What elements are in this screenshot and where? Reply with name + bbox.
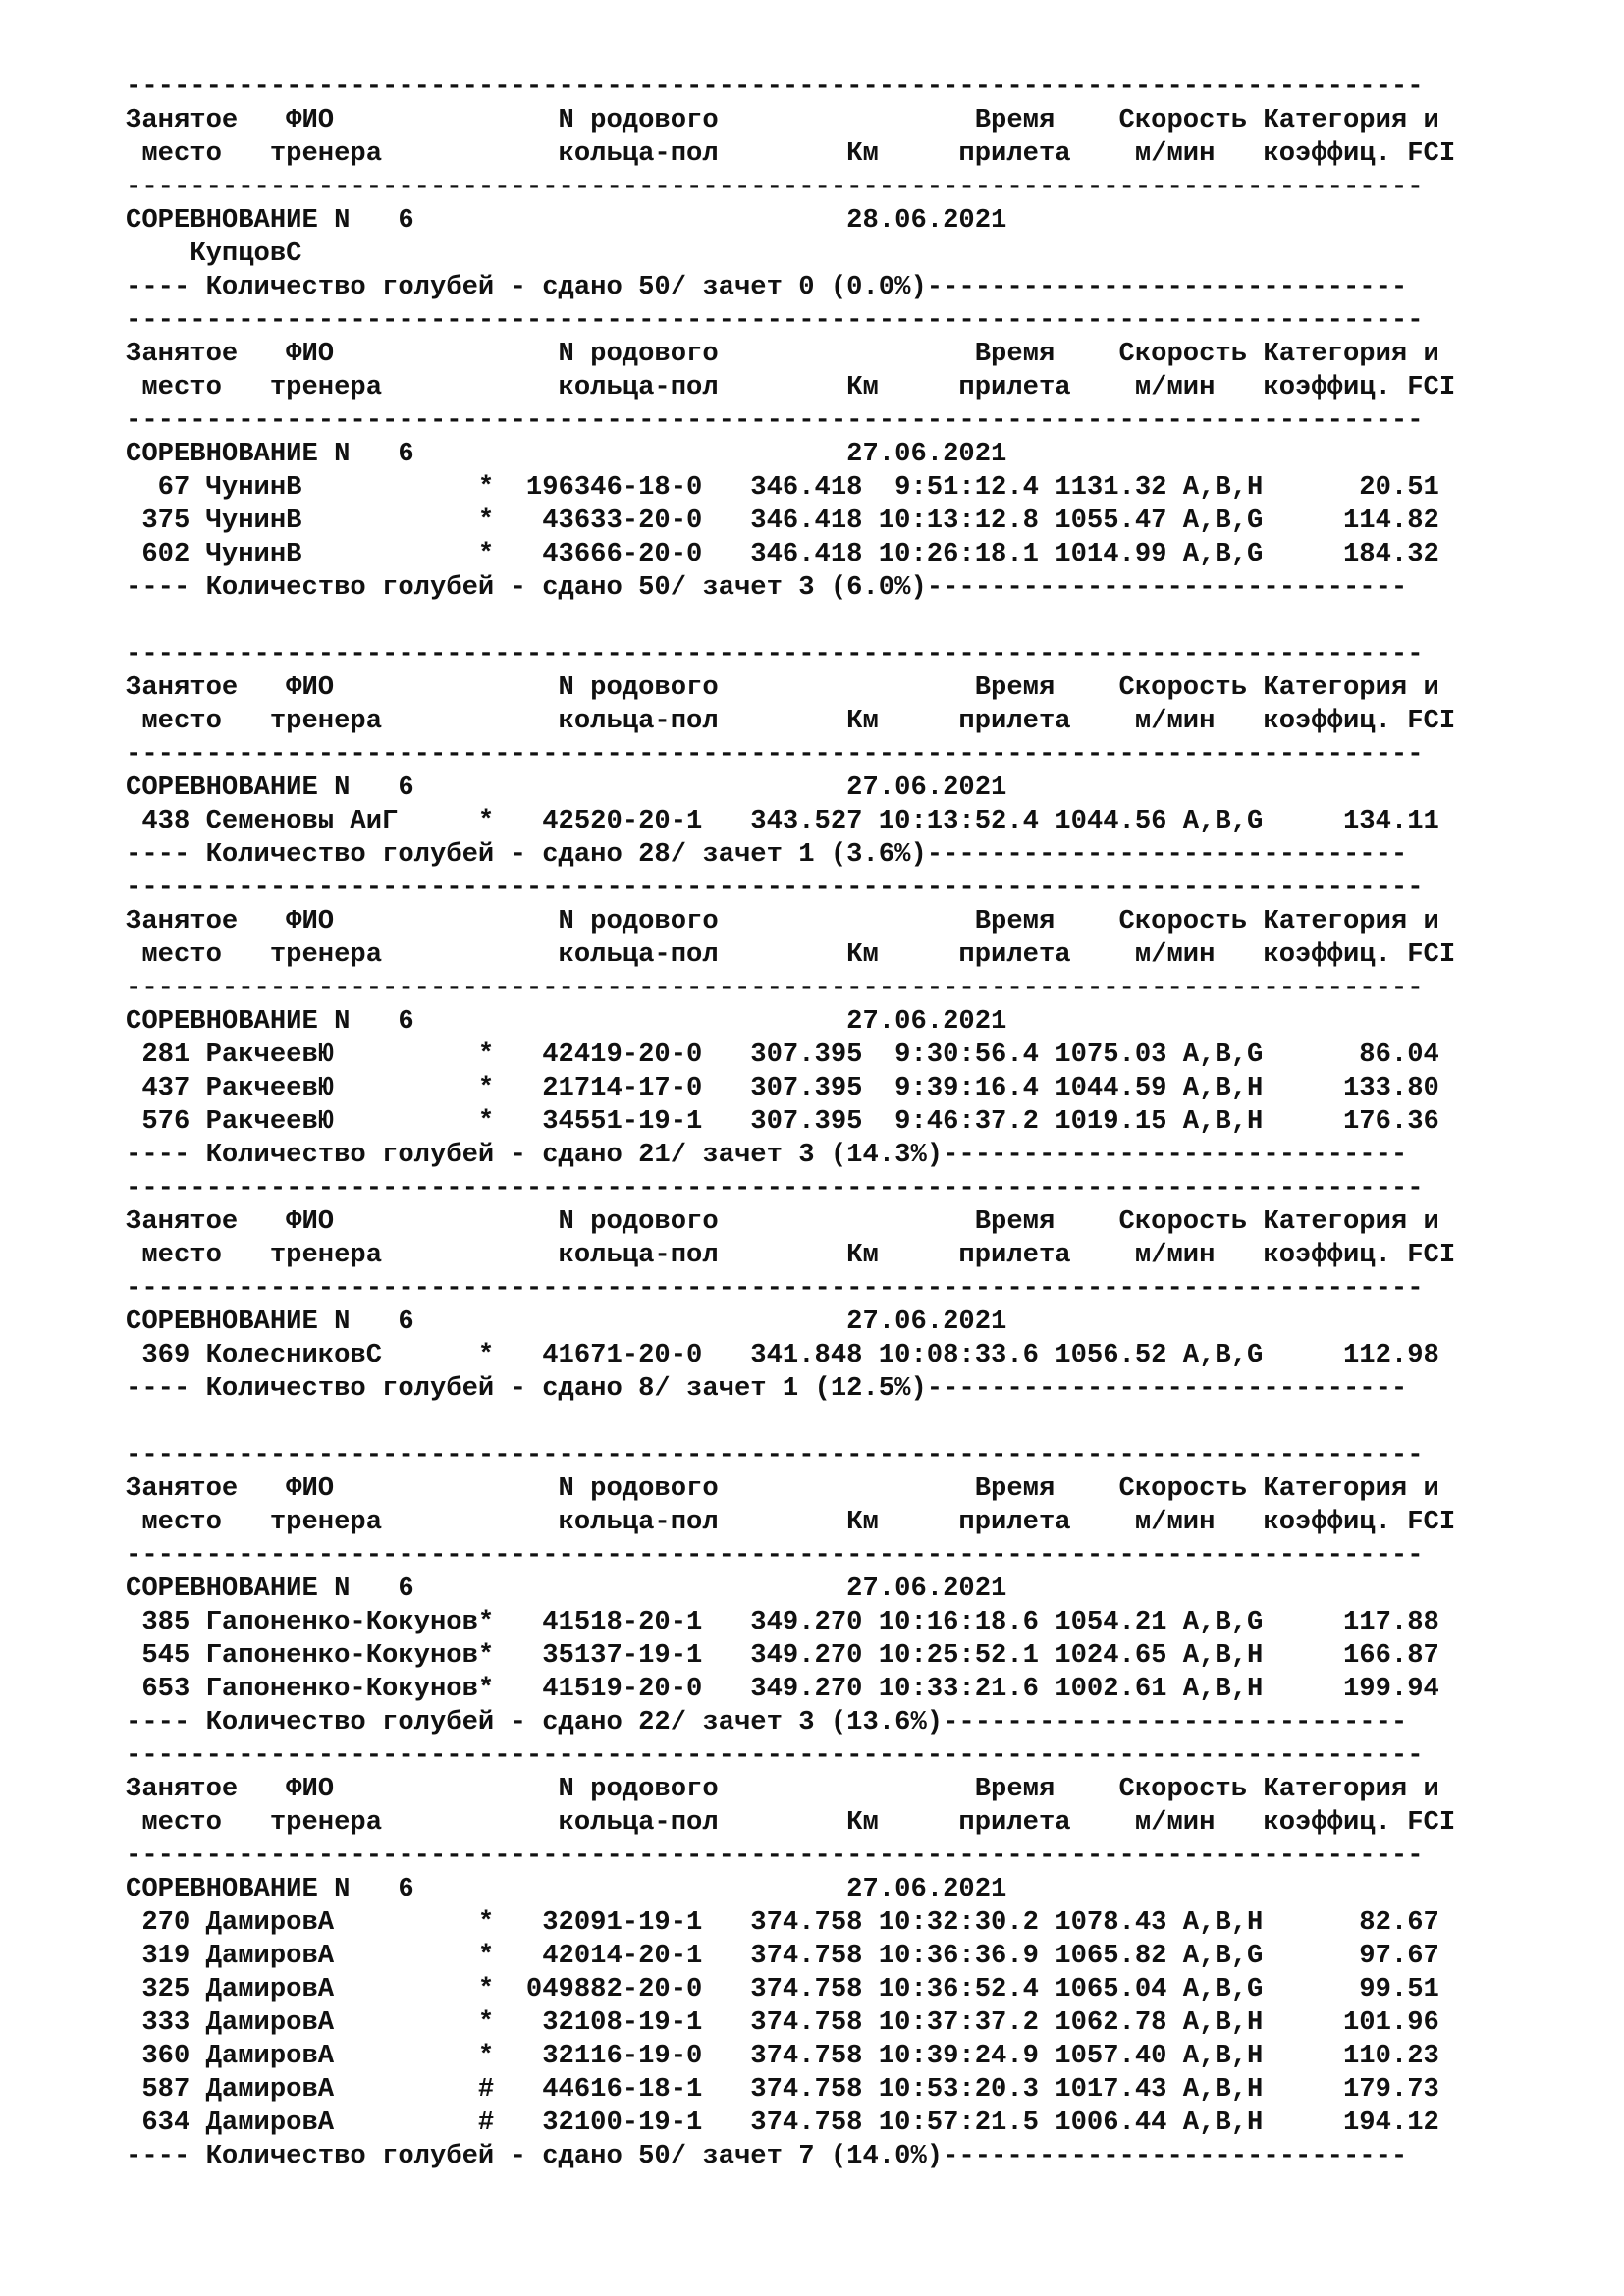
result-row: 385 Гапоненко-Кокунов* 41518-20-1 349.270 10:16:18.6 1054.21 A,B,G 117.88 xyxy=(126,1607,1439,1637)
column-header-row-2: место тренера кольца-пол Км прилета м/мин коэффиц. FCI xyxy=(126,372,1456,402)
dash-separator: --------------------------------------------------------------------------------- xyxy=(126,639,1424,669)
column-header-row-2: место тренера кольца-пол Км прилета м/мин коэффиц. FCI xyxy=(126,138,1456,169)
result-row: 319 ДамировА * 42014-20-1 374.758 10:36:36.9 1065.82 A,B,G 97.67 xyxy=(126,1941,1439,1971)
dash-separator: --------------------------------------------------------------------------------- xyxy=(126,1173,1424,1203)
result-row: 375 ЧунинВ * 43633-20-0 346.418 10:13:12.8 1055.47 A,B,G 114.82 xyxy=(126,506,1439,536)
dash-separator: --------------------------------------------------------------------------------- xyxy=(126,405,1424,436)
result-row: 653 Гапоненко-Кокунов* 41519-20-0 349.270 10:33:21.6 1002.61 A,B,H 199.94 xyxy=(126,1674,1439,1704)
result-row: 602 ЧунинВ * 43666-20-0 346.418 10:26:18.1 1014.99 A,B,G 184.32 xyxy=(126,539,1439,569)
result-row: 333 ДамировА * 32108-19-1 374.758 10:37:37.2 1062.78 A,B,H 101.96 xyxy=(126,2007,1439,2038)
result-row: КупцовС xyxy=(126,239,302,269)
dash-separator: --------------------------------------------------------------------------------- xyxy=(126,1540,1424,1571)
result-row: 634 ДамировА # 32100-19-1 374.758 10:57:21.5 1006.44 A,B,H 194.12 xyxy=(126,2108,1439,2138)
column-header-row-2: место тренера кольца-пол Км прилета м/мин коэффиц. FCI xyxy=(126,939,1456,970)
competition-title: СОРЕВНОВАНИЕ N 6 27.06.2021 xyxy=(126,1307,1007,1337)
column-header-row-1: Занятое ФИО N родового Время Скорость Категория и xyxy=(126,672,1439,703)
column-header-row-2: место тренера кольца-пол Км прилета м/мин коэффиц. FCI xyxy=(126,1507,1456,1537)
result-row: 576 РакчеевЮ * 34551-19-1 307.395 9:46:37.2 1019.15 A,B,H 176.36 xyxy=(126,1106,1439,1137)
competition-title: СОРЕВНОВАНИЕ N 6 27.06.2021 xyxy=(126,1874,1007,1904)
column-header-row-1: Занятое ФИО N родового Время Скорость Категория и xyxy=(126,1473,1439,1504)
competition-title: СОРЕВНОВАНИЕ N 6 27.06.2021 xyxy=(126,439,1007,469)
competition-title: СОРЕВНОВАНИЕ N 6 27.06.2021 xyxy=(126,1006,1007,1037)
column-header-row-2: место тренера кольца-пол Км прилета м/мин коэффиц. FCI xyxy=(126,1240,1456,1270)
result-row: 587 ДамировА # 44616-18-1 374.758 10:53:20.3 1017.43 A,B,H 179.73 xyxy=(126,2074,1439,2105)
summary-line: ---- Количество голубей - сдано 8/ зачет 1 (12.5%)------------------------------ xyxy=(126,1373,1408,1404)
summary-line: ---- Количество голубей - сдано 21/ зачет 3 (14.3%)----------------------------- xyxy=(126,1140,1408,1170)
column-header-row-2: место тренера кольца-пол Км прилета м/мин коэффиц. FCI xyxy=(126,1807,1456,1838)
summary-line: ---- Количество голубей - сдано 50/ зачет 0 (0.0%)------------------------------ xyxy=(126,272,1408,302)
competition-title: СОРЕВНОВАНИЕ N 6 28.06.2021 xyxy=(126,205,1007,236)
result-row: 270 ДамировА * 32091-19-1 374.758 10:32:30.2 1078.43 A,B,H 82.67 xyxy=(126,1907,1439,1938)
column-header-row-1: Занятое ФИО N родового Время Скорость Категория и xyxy=(126,1774,1439,1804)
dash-separator: --------------------------------------------------------------------------------- xyxy=(126,873,1424,903)
dash-separator: --------------------------------------------------------------------------------- xyxy=(126,1440,1424,1470)
dash-separator: --------------------------------------------------------------------------------- xyxy=(126,1841,1424,1871)
summary-line: ---- Количество голубей - сдано 28/ зачет 1 (3.6%)------------------------------ xyxy=(126,839,1408,870)
result-row: 281 РакчеевЮ * 42419-20-0 307.395 9:30:56.4 1075.03 A,B,G 86.04 xyxy=(126,1040,1439,1070)
dash-separator: --------------------------------------------------------------------------------- xyxy=(126,172,1424,202)
result-row: 369 КолесниковС * 41671-20-0 341.848 10:08:33.6 1056.52 A,B,G 112.98 xyxy=(126,1340,1439,1370)
summary-line: ---- Количество голубей - сдано 50/ зачет 7 (14.0%)----------------------------- xyxy=(126,2141,1408,2171)
summary-line: ---- Количество голубей - сдано 22/ зачет 3 (13.6%)----------------------------- xyxy=(126,1707,1408,1737)
summary-line: ---- Количество голубей - сдано 50/ зачет 3 (6.0%)------------------------------ xyxy=(126,572,1408,603)
dash-separator: --------------------------------------------------------------------------------- xyxy=(126,1740,1424,1771)
dash-separator: --------------------------------------------------------------------------------- xyxy=(126,72,1424,102)
dash-separator: --------------------------------------------------------------------------------- xyxy=(126,1273,1424,1304)
result-row: 360 ДамировА * 32116-19-0 374.758 10:39:24.9 1057.40 A,B,H 110.23 xyxy=(126,2041,1439,2071)
column-header-row-2: место тренера кольца-пол Км прилета м/мин коэффиц. FCI xyxy=(126,706,1456,736)
competition-title: СОРЕВНОВАНИЕ N 6 27.06.2021 xyxy=(126,773,1007,803)
result-row: 437 РакчеевЮ * 21714-17-0 307.395 9:39:16.4 1044.59 A,B,H 133.80 xyxy=(126,1073,1439,1103)
dash-separator: --------------------------------------------------------------------------------- xyxy=(126,739,1424,770)
result-row: 438 Семеновы АиГ * 42520-20-1 343.527 10:13:52.4 1044.56 A,B,G 134.11 xyxy=(126,806,1439,836)
result-row: 325 ДамировА * 049882-20-0 374.758 10:36:52.4 1065.04 A,B,G 99.51 xyxy=(126,1974,1439,2004)
column-header-row-1: Занятое ФИО N родового Время Скорость Категория и xyxy=(126,906,1439,936)
dash-separator: --------------------------------------------------------------------------------- xyxy=(126,305,1424,336)
result-row: 545 Гапоненко-Кокунов* 35137-19-1 349.270 10:25:52.1 1024.65 A,B,H 166.87 xyxy=(126,1640,1439,1671)
dash-separator: --------------------------------------------------------------------------------- xyxy=(126,973,1424,1003)
column-header-row-1: Занятое ФИО N родового Время Скорость Категория и xyxy=(126,339,1439,369)
column-header-row-1: Занятое ФИО N родового Время Скорость Категория и xyxy=(126,105,1439,135)
result-row: 67 ЧунинВ * 196346-18-0 346.418 9:51:12.4 1131.32 A,B,H 20.51 xyxy=(126,472,1439,503)
column-header-row-1: Занятое ФИО N родового Время Скорость Категория и xyxy=(126,1206,1439,1237)
competition-title: СОРЕВНОВАНИЕ N 6 27.06.2021 xyxy=(126,1574,1007,1604)
